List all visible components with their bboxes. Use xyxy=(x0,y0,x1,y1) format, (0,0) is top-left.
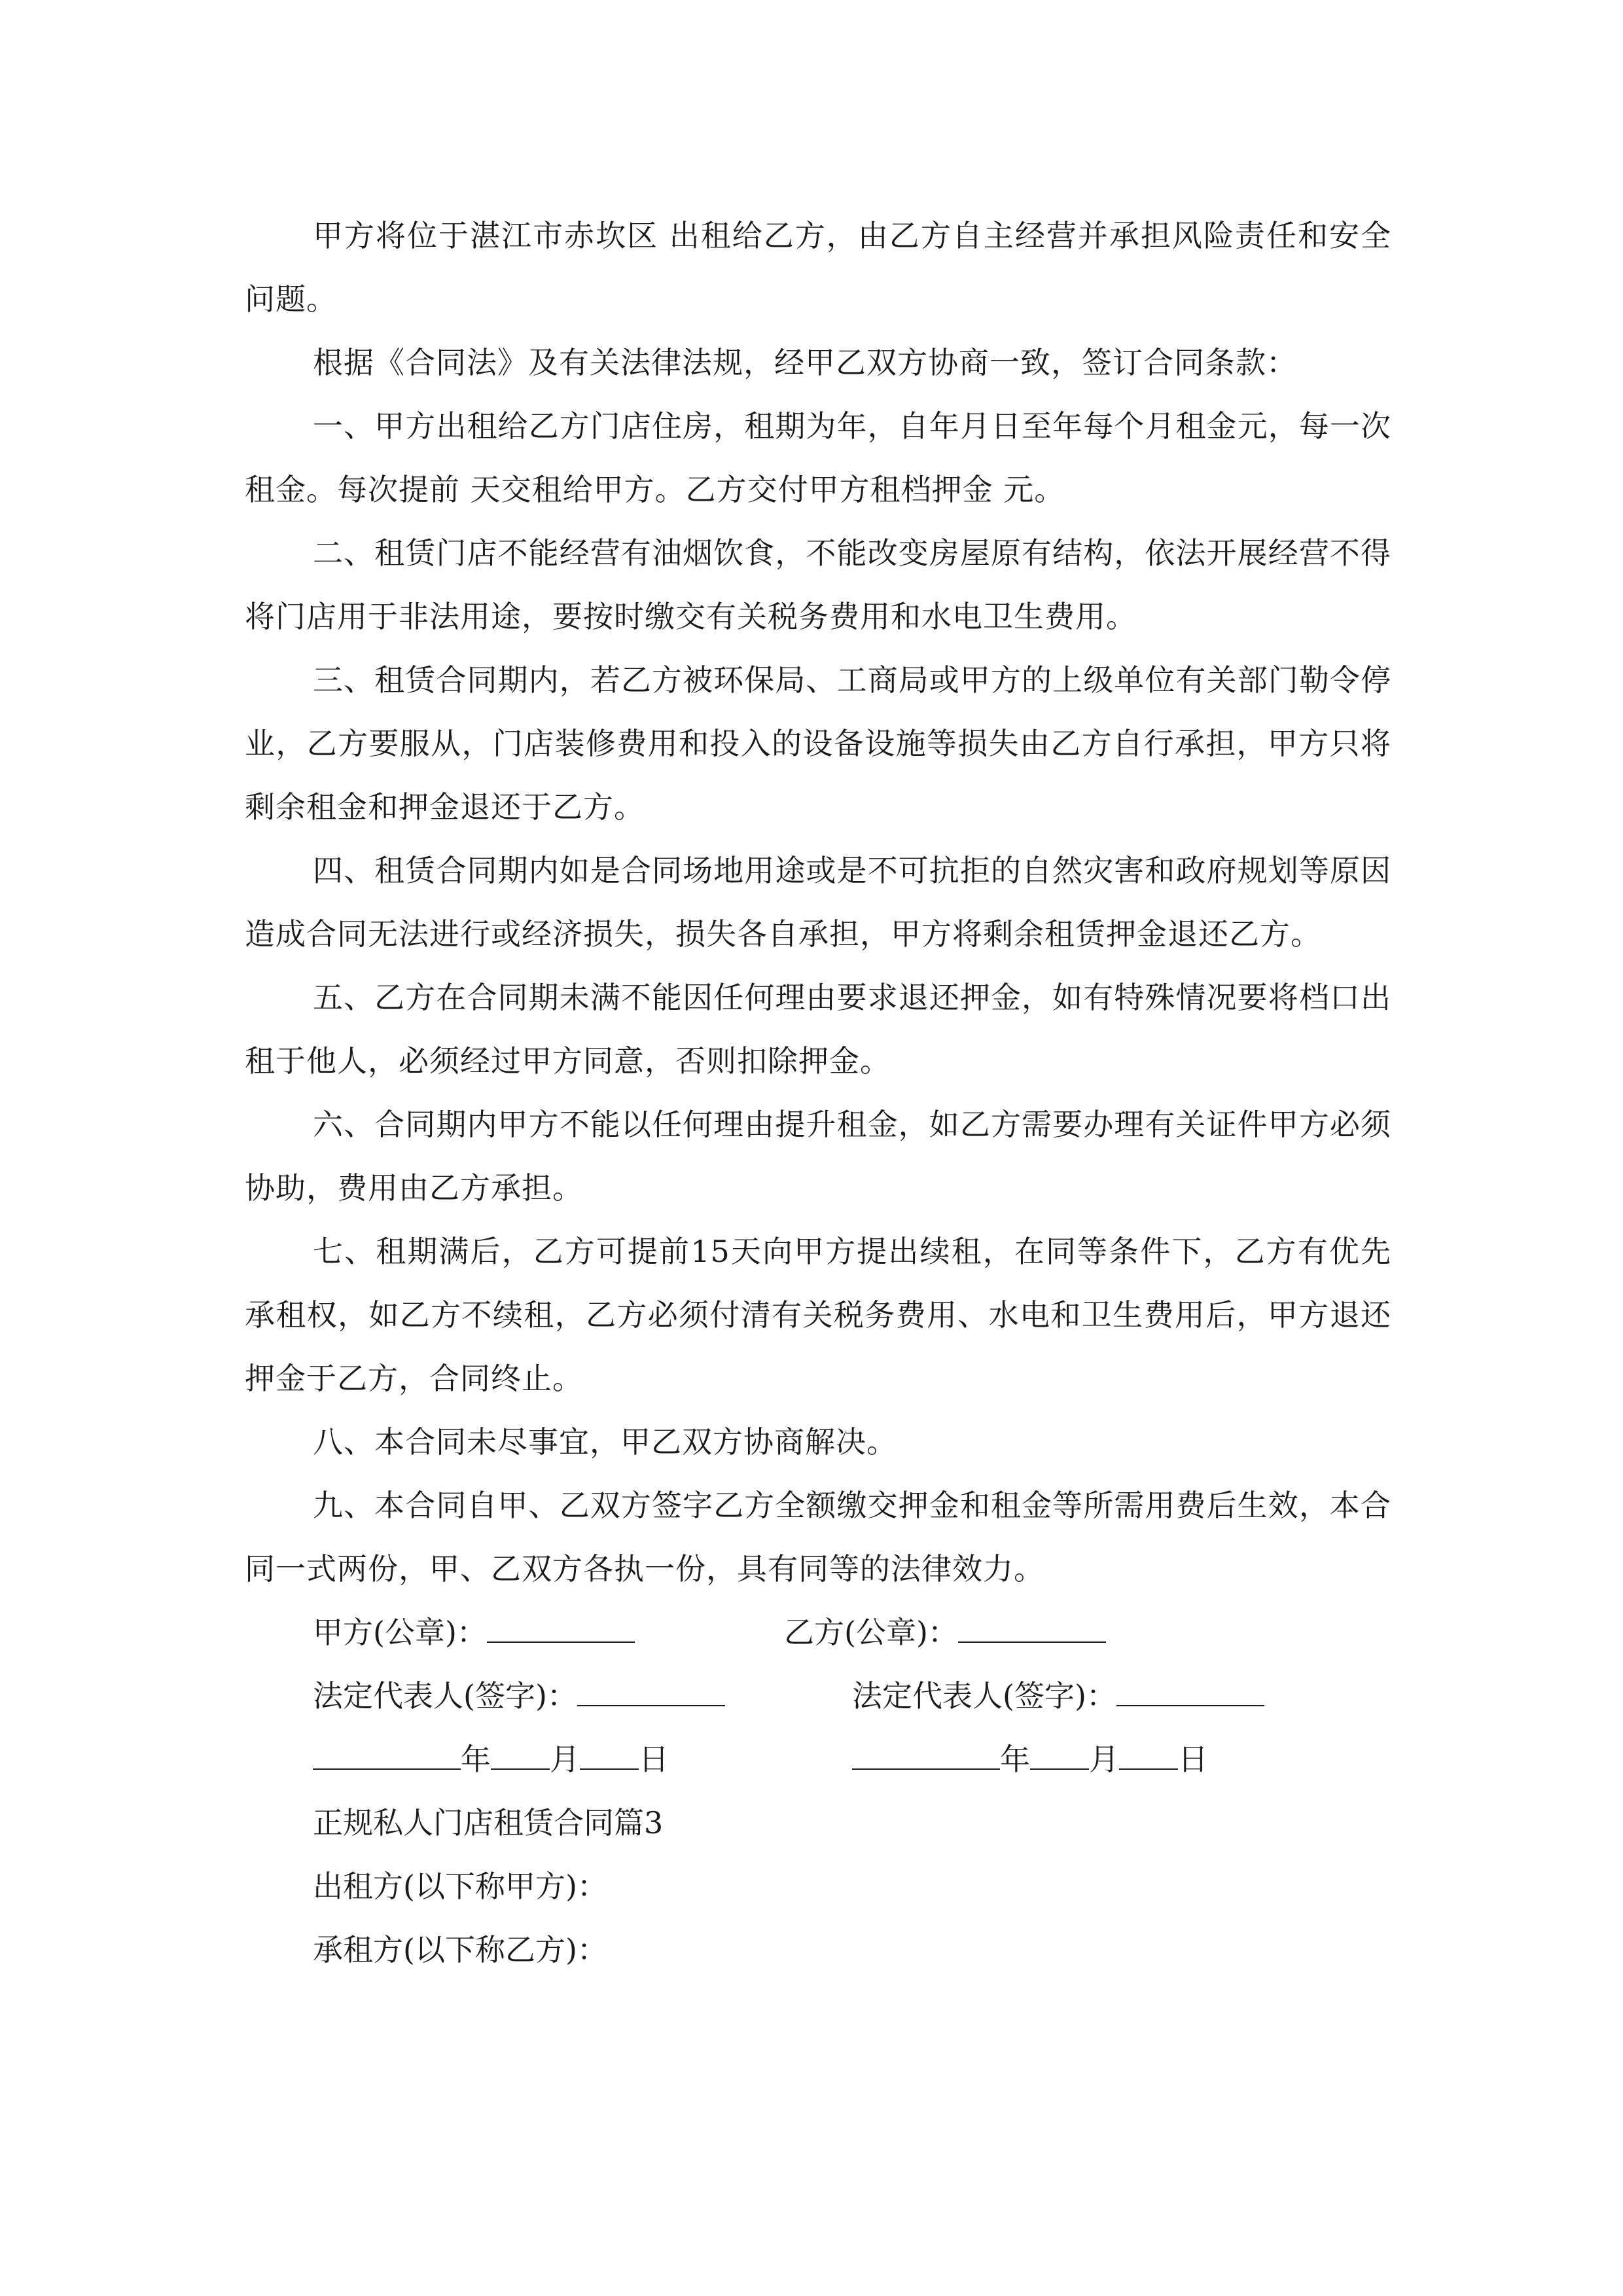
party-a-day-blank xyxy=(580,1732,639,1770)
party-a-day-label: 日 xyxy=(639,1742,669,1777)
paragraph-intro: 甲方将位于湛江市赤坎区 出租给乙方，由乙方自主经营并承担风险责任和安全问题。 xyxy=(245,218,1391,317)
party-b-day-blank xyxy=(1119,1732,1178,1770)
clause-8: 八、本合同未尽事宜，甲乙双方协商解决。 xyxy=(313,1424,897,1460)
signature-rep-row xyxy=(245,1664,1391,1728)
signature-date-row xyxy=(245,1728,1391,1791)
party-a-seal-blank xyxy=(487,1605,635,1643)
party-b-year-label: 年 xyxy=(1000,1742,1030,1777)
party-b-year-blank xyxy=(852,1732,1000,1770)
party-a-year-blank xyxy=(313,1732,461,1770)
clause-7: 七、租期满后，乙方可提前15天向甲方提出续租，在同等条件下，乙方有优先承租权，如乙方不续租，乙方必须付清有关税务费用、水电和卫生费用后，甲方退还押金于乙方，合同终止。 xyxy=(245,1234,1391,1396)
party-a-month-label: 月 xyxy=(550,1742,580,1777)
signature-seal-row xyxy=(245,1601,1391,1664)
party-b-seal xyxy=(784,1601,1106,1664)
party-a-rep-label: 法定代表人(签字)： xyxy=(313,1678,577,1713)
party-a-seal-label: 甲方(公章)： xyxy=(313,1615,487,1650)
party-b-day-label: 日 xyxy=(1178,1742,1208,1777)
party-a-rep xyxy=(313,1664,725,1728)
party-a-date xyxy=(313,1728,669,1791)
party-b-rep xyxy=(852,1664,1264,1728)
clause-1: 一、甲方出租给乙方门店住房，租期为年，自年月日至年每个月租金元，每一次租金。每次提前 天交租给甲方。乙方交付甲方租档押金 元。 xyxy=(245,408,1391,507)
clause-3: 三、租赁合同期内，若乙方被环保局、工商局或甲方的上级单位有关部门勒令停业，乙方要服从，门店装修费用和投入的设备设施等损失由乙方自行承担，甲方只将剩余租金和押金退还于乙方。 xyxy=(245,662,1391,825)
clause-2: 二、租赁门店不能经营有油烟饮食，不能改变房屋原有结构，依法开展经营不得将门店用于非法用途，要按时缴交有关税务费用和水电卫生费用。 xyxy=(245,535,1391,634)
party-b-month-label: 月 xyxy=(1089,1742,1119,1777)
party-a-year-label: 年 xyxy=(461,1742,491,1777)
document-page xyxy=(245,204,1391,1982)
clause-9: 九、本合同自甲、乙双方签字乙方全额缴交押金和租金等所需用费后生效，本合同一式两份，甲、乙双方各执一份，具有同等的法律效力。 xyxy=(245,1488,1391,1587)
paragraph-basis: 根据《合同法》及有关法律法规，经甲乙双方协商一致，签订合同条款： xyxy=(313,345,1297,380)
clause-5: 五、乙方在合同期未满不能因任何理由要求退还押金，如有特殊情况要将档口出租于他人，必须经过甲方同意，否则扣除押金。 xyxy=(245,980,1391,1079)
lessor-field: 出租方(以下称甲方)： xyxy=(313,1869,607,1904)
party-b-seal-blank xyxy=(958,1605,1106,1643)
section-3-title: 正规私人门店租赁合同篇3 xyxy=(313,1805,664,1840)
party-b-rep-label: 法定代表人(签字)： xyxy=(852,1678,1116,1713)
clause-4: 四、租赁合同期内如是合同场地用途或是不可抗拒的自然灾害和政府规划等原因造成合同无法进行或经济损失，损失各自承担，甲方将剩余租赁押金退还乙方。 xyxy=(245,853,1391,952)
party-b-seal-label: 乙方(公章)： xyxy=(784,1615,958,1650)
party-b-date xyxy=(852,1728,1208,1791)
party-b-rep-blank xyxy=(1116,1668,1264,1706)
clause-6: 六、合同期内甲方不能以任何理由提升租金，如乙方需要办理有关证件甲方必须协助，费用由乙方承担。 xyxy=(245,1107,1391,1206)
party-a-rep-blank xyxy=(577,1668,725,1706)
party-a-month-blank xyxy=(491,1732,550,1770)
party-b-month-blank xyxy=(1030,1732,1089,1770)
party-a-seal xyxy=(313,1601,635,1664)
lessee-field: 承租方(以下称乙方)： xyxy=(313,1932,607,1967)
